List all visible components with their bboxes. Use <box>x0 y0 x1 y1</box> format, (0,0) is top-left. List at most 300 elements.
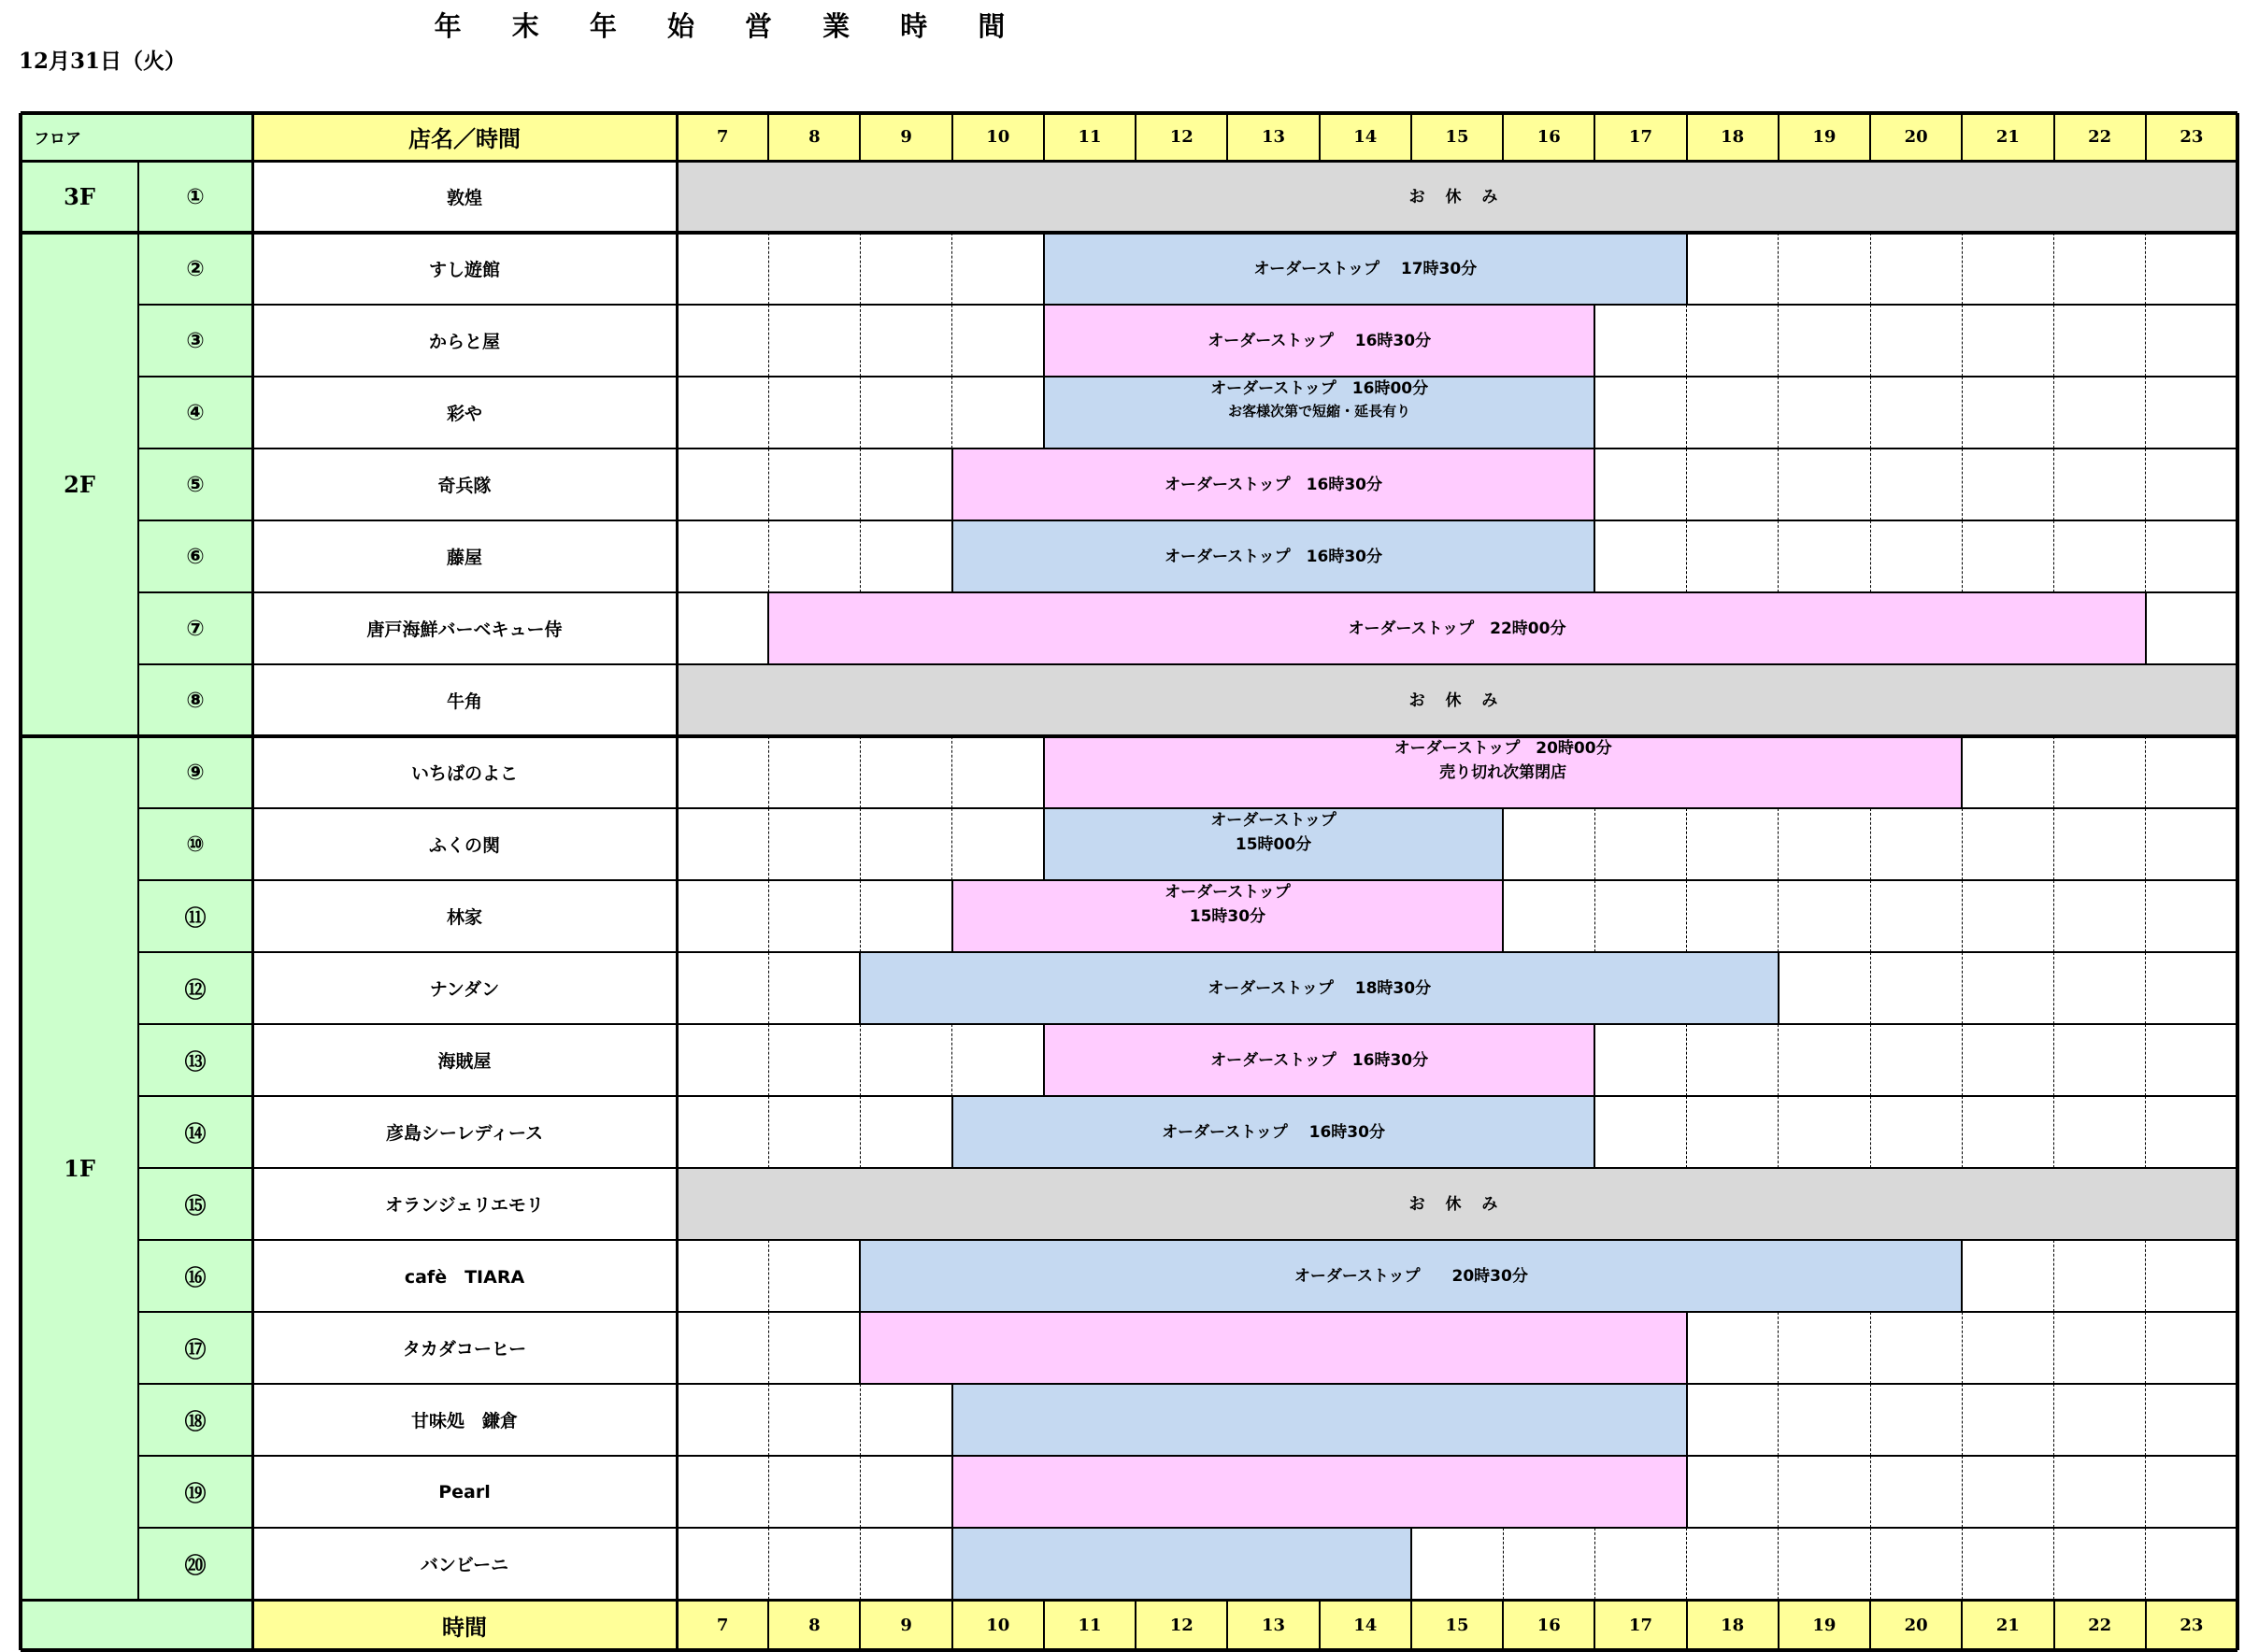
footer-hour-9: 9 <box>860 1600 951 1650</box>
open-hours-bar <box>952 1528 1411 1600</box>
grid-line <box>2145 1600 2147 1650</box>
store-number: ⑭ <box>138 1096 252 1168</box>
schedule-date: 12月31日（火） <box>19 49 187 74</box>
grid-line <box>1870 1384 1871 1456</box>
grid-line <box>1870 305 1871 377</box>
order-stop-label: オーダーストップ 18時30分 <box>1208 978 1432 998</box>
hour-header-17: 17 <box>1594 113 1686 161</box>
grid-line <box>1870 1312 1871 1384</box>
grid-line <box>2053 305 2054 377</box>
grid-line <box>1870 520 1871 592</box>
grid-line <box>2145 1384 2146 1456</box>
grid-line <box>1962 808 1963 880</box>
store-name: Pearl <box>252 1456 677 1528</box>
grid-line <box>860 233 861 305</box>
footer-hour-19: 19 <box>1779 1600 1870 1650</box>
grid-line <box>2053 113 2055 161</box>
floor-label-2F: 2F <box>21 233 138 736</box>
grid-line <box>1962 520 1963 592</box>
grid-line <box>1962 952 1963 1024</box>
grid-line <box>951 1600 953 1650</box>
grid-line <box>1410 1600 1412 1650</box>
grid-line <box>1043 736 1045 808</box>
open-hours-bar <box>1044 233 1687 305</box>
grid-line <box>1962 1456 1963 1528</box>
grid-line <box>251 113 254 1650</box>
grid-line <box>1962 1096 1963 1168</box>
store-name: からと屋 <box>252 305 677 377</box>
store-name: オランジェリエモリ <box>252 1168 677 1240</box>
grid-line <box>138 304 2237 306</box>
grid-line <box>21 111 2237 115</box>
grid-line <box>768 1384 769 1456</box>
grid-line <box>1870 377 1871 449</box>
grid-line <box>1686 1456 1688 1528</box>
hour-header-7: 7 <box>677 113 768 161</box>
grid-line <box>860 449 861 520</box>
store-name: 藤屋 <box>252 520 677 592</box>
floor-label-3F: 3F <box>21 161 138 233</box>
grid-line <box>1686 1024 1687 1096</box>
grid-line <box>1226 113 1228 161</box>
order-stop-label: オーダーストップ 20時30分 <box>1294 1266 1528 1286</box>
store-number: ⑧ <box>138 664 252 736</box>
grid-line <box>1594 449 1595 520</box>
grid-line <box>138 1383 2237 1385</box>
grid-line <box>2053 736 2054 808</box>
grid-line <box>768 1096 769 1168</box>
grid-line <box>860 736 861 808</box>
grid-line <box>1962 880 1963 952</box>
store-name: すし遊館 <box>252 233 677 305</box>
open-hours-bar <box>952 449 1595 520</box>
grid-line <box>951 520 953 592</box>
footer-hour-13: 13 <box>1227 1600 1319 1650</box>
store-number: ⑮ <box>138 1168 252 1240</box>
grid-line <box>2145 1312 2146 1384</box>
order-stop-label: オーダーストップ <box>1165 883 1291 902</box>
grid-line <box>138 520 2237 521</box>
note-label: 売り切れ次第閉店 <box>1439 763 1567 782</box>
grid-line <box>1135 113 1136 161</box>
hour-header-22: 22 <box>2054 113 2146 161</box>
footer-hour-21: 21 <box>1962 1600 2053 1650</box>
grid-line <box>768 1528 769 1600</box>
grid-line <box>21 231 2237 235</box>
hour-header-20: 20 <box>1870 113 1962 161</box>
order-stop-label: オーダーストップ 16時30分 <box>1162 1122 1385 1142</box>
grid-line <box>860 1096 861 1168</box>
hour-header-21: 21 <box>1962 113 2053 161</box>
grid-line <box>138 1167 2237 1169</box>
grid-line <box>1778 1096 1779 1168</box>
store-number: ⑯ <box>138 1240 252 1312</box>
order-stop-label: オーダーストップ 16時30分 <box>1210 1050 1429 1070</box>
open-hours-bar <box>860 1240 1962 1312</box>
hour-header-23: 23 <box>2146 113 2237 161</box>
grid-line <box>2145 952 2146 1024</box>
grid-line <box>1778 1456 1779 1528</box>
grid-line <box>1778 880 1779 952</box>
grid-line <box>138 951 2237 953</box>
footer-hour-18: 18 <box>1687 1600 1779 1650</box>
grid-line <box>138 1023 2237 1025</box>
grid-line <box>1502 1600 1504 1650</box>
store-number: ③ <box>138 305 252 377</box>
order-stop-label: オーダーストップ 16時30分 <box>1165 547 1382 566</box>
grid-line <box>1778 233 1779 305</box>
grid-line <box>1778 377 1779 449</box>
open-hours-bar <box>860 952 1778 1024</box>
grid-line <box>951 377 952 449</box>
order-stop-label: オーダーストップ 17時30分 <box>1253 259 1478 278</box>
grid-line <box>137 161 139 1600</box>
grid-line <box>951 113 953 161</box>
store-number: ① <box>138 161 252 233</box>
store-number: ⑱ <box>138 1384 252 1456</box>
footer-hour-15: 15 <box>1411 1600 1503 1650</box>
grid-line <box>2145 1528 2146 1600</box>
grid-line <box>1686 1384 1688 1456</box>
grid-line <box>1962 233 1963 305</box>
order-stop-label: オーダーストップ 22時00分 <box>1348 619 1566 638</box>
grid-line <box>1686 520 1687 592</box>
grid-line <box>768 520 769 592</box>
open-hours-bar <box>768 592 2146 664</box>
store-number: ⑤ <box>138 449 252 520</box>
grid-line <box>951 1528 953 1600</box>
grid-line <box>2145 1456 2146 1528</box>
closed-bar <box>677 664 2237 736</box>
grid-line <box>1962 449 1963 520</box>
grid-line <box>1962 305 1963 377</box>
grid-line <box>2053 1456 2054 1528</box>
grid-line <box>1962 1528 1963 1600</box>
grid-line <box>1778 1528 1779 1600</box>
note-label: 15時30分 <box>1189 907 1266 926</box>
store-number: ⑩ <box>138 808 252 880</box>
grid-line <box>1043 1600 1045 1650</box>
grid-line <box>1778 808 1779 880</box>
grid-line <box>1594 1600 1595 1650</box>
note-label: お客様次第で短縮・延長有り <box>1228 403 1411 420</box>
store-number: ⑫ <box>138 952 252 1024</box>
store-number: ⑬ <box>138 1024 252 1096</box>
store-name: 甘味処 鎌倉 <box>252 1384 677 1456</box>
grid-line <box>2145 1240 2146 1312</box>
grid-line <box>1594 520 1595 592</box>
grid-line <box>951 233 952 305</box>
grid-line <box>138 1527 2237 1529</box>
grid-line <box>2145 233 2146 305</box>
grid-line <box>860 1456 861 1528</box>
store-name: 奇兵隊 <box>252 449 677 520</box>
store-name: ふくの関 <box>252 808 677 880</box>
grid-line <box>1686 1528 1687 1600</box>
closed-bar <box>677 161 2237 233</box>
open-hours-bar <box>952 1384 1687 1456</box>
grid-line <box>1686 1096 1687 1168</box>
grid-line <box>767 113 769 161</box>
grid-line <box>768 808 769 880</box>
grid-line <box>860 880 861 952</box>
grid-line <box>1778 1312 1779 1384</box>
open-hours-bar <box>1044 808 1503 880</box>
open-hours-bar <box>1044 305 1594 377</box>
grid-line <box>860 808 861 880</box>
grid-line <box>1962 377 1963 449</box>
store-name-column-header: 店名／時間 <box>252 113 677 161</box>
note-label: 15時00分 <box>1235 835 1312 854</box>
store-number: ⑦ <box>138 592 252 664</box>
grid-line <box>1778 952 1779 1024</box>
grid-line <box>1686 808 1687 880</box>
grid-line <box>1778 520 1779 592</box>
grid-line <box>1686 305 1687 377</box>
open-hours-bar <box>860 1312 1686 1384</box>
grid-line <box>1319 1600 1321 1650</box>
grid-line <box>951 1384 953 1456</box>
grid-line <box>1870 1096 1871 1168</box>
grid-line <box>2053 377 2054 449</box>
footer-hour-12: 12 <box>1136 1600 1227 1650</box>
grid-line <box>1962 1024 1963 1096</box>
grid-line <box>1870 449 1871 520</box>
footer-hour-22: 22 <box>2054 1600 2146 1650</box>
footer-hour-23: 23 <box>2146 1600 2237 1650</box>
grid-line <box>860 305 861 377</box>
order-stop-label: オーダーストップ 16時30分 <box>1208 331 1432 350</box>
grid-line <box>1778 449 1779 520</box>
floor-column-header: フロア <box>21 113 252 161</box>
grid-line <box>768 880 769 952</box>
order-stop-label: お 休 み <box>1408 187 1506 206</box>
store-number: ⑥ <box>138 520 252 592</box>
grid-line <box>1962 1312 1963 1384</box>
grid-line <box>138 807 2237 809</box>
grid-line <box>1870 808 1871 880</box>
hour-header-13: 13 <box>1227 113 1319 161</box>
grid-line <box>138 376 2237 377</box>
footer-hour-7: 7 <box>677 1600 768 1650</box>
page-title: 年 末 年 始 営 業 時 間 <box>434 10 1026 42</box>
footer-hour-16: 16 <box>1503 1600 1594 1650</box>
store-name: cafè TIARA <box>252 1240 677 1312</box>
grid-line <box>2053 449 2054 520</box>
grid-line <box>138 448 2237 449</box>
store-number: ⑨ <box>138 736 252 808</box>
grid-line <box>1961 1240 1963 1312</box>
grid-line <box>138 1239 2237 1241</box>
grid-line <box>676 113 679 1650</box>
grid-line <box>2053 520 2054 592</box>
grid-line <box>19 113 22 1650</box>
grid-line <box>2053 808 2054 880</box>
grid-line <box>138 1311 2237 1313</box>
grid-line <box>138 1095 2237 1097</box>
grid-line <box>21 160 2237 163</box>
store-name: 彦島シーレディース <box>252 1096 677 1168</box>
grid-line <box>2053 233 2054 305</box>
grid-line <box>2145 736 2146 808</box>
order-stop-label: オーダーストップ 20時00分 <box>1394 739 1612 758</box>
footer-hour-8: 8 <box>768 1600 860 1650</box>
grid-line <box>2145 520 2146 592</box>
store-name: ナンダン <box>252 952 677 1024</box>
grid-line <box>768 1240 769 1312</box>
store-name: 海賊屋 <box>252 1024 677 1096</box>
grid-line <box>2145 113 2147 161</box>
grid-line <box>951 1096 953 1168</box>
order-stop-label: オーダーストップ <box>1210 811 1336 830</box>
grid-line <box>1870 1456 1871 1528</box>
footer-floor-cell <box>21 1600 252 1650</box>
grid-line <box>768 1456 769 1528</box>
order-stop-label: オーダーストップ 16時00分 <box>1210 379 1429 398</box>
grid-line <box>1686 1312 1688 1384</box>
hour-header-14: 14 <box>1320 113 1411 161</box>
grid-line <box>1410 1528 1412 1600</box>
grid-line <box>860 1024 861 1096</box>
grid-line <box>951 1456 953 1528</box>
footer-hour-17: 17 <box>1594 1600 1686 1650</box>
grid-line <box>1502 113 1504 161</box>
store-number: ⑳ <box>138 1528 252 1600</box>
store-name: いちばのよこ <box>252 736 677 808</box>
store-number: ④ <box>138 377 252 449</box>
grid-line <box>951 449 953 520</box>
hour-header-10: 10 <box>952 113 1044 161</box>
grid-line <box>951 736 952 808</box>
hour-header-19: 19 <box>1779 113 1870 161</box>
grid-line <box>1778 1600 1779 1650</box>
grid-line <box>138 879 2237 881</box>
grid-line <box>21 1648 2237 1652</box>
grid-line <box>859 952 861 1024</box>
hour-header-16: 16 <box>1503 113 1594 161</box>
grid-line <box>860 377 861 449</box>
grid-line <box>859 113 861 161</box>
grid-line <box>21 1599 2237 1602</box>
grid-line <box>2053 1528 2054 1600</box>
grid-line <box>1778 305 1779 377</box>
grid-line <box>1043 808 1045 880</box>
grid-line <box>1778 1024 1779 1096</box>
closed-bar <box>677 1168 2237 1240</box>
order-stop-label: お 休 み <box>1408 691 1506 710</box>
grid-line <box>1961 1600 1963 1650</box>
grid-line <box>951 880 953 952</box>
order-stop-label: オーダーストップ 16時30分 <box>1165 475 1382 494</box>
grid-line <box>1870 233 1871 305</box>
grid-line <box>767 1600 769 1650</box>
open-hours-bar <box>952 1456 1687 1528</box>
grid-line <box>1594 1096 1595 1168</box>
footer-hour-20: 20 <box>1870 1600 1962 1650</box>
grid-line <box>1594 113 1595 161</box>
open-hours-bar <box>952 520 1595 592</box>
hour-header-15: 15 <box>1411 113 1503 161</box>
store-number: ⑲ <box>138 1456 252 1528</box>
grid-line <box>1594 377 1595 449</box>
store-number: ⑰ <box>138 1312 252 1384</box>
grid-line <box>768 952 769 1024</box>
hour-header-12: 12 <box>1136 113 1227 161</box>
grid-line <box>1594 1528 1595 1600</box>
grid-line <box>1594 305 1595 377</box>
grid-line <box>1319 113 1321 161</box>
open-hours-bar <box>1044 736 1962 808</box>
grid-line <box>1135 1600 1136 1650</box>
grid-line <box>21 734 2237 738</box>
grid-line <box>1870 880 1871 952</box>
hour-header-18: 18 <box>1687 113 1779 161</box>
floor-label-1F: 1F <box>21 736 138 1600</box>
grid-line <box>768 736 769 808</box>
grid-line <box>2145 1024 2146 1096</box>
store-name: 唐戸海鮮バーベキュー侍 <box>252 592 677 664</box>
footer-hour-14: 14 <box>1320 1600 1411 1650</box>
grid-line <box>1043 233 1045 305</box>
grid-line <box>768 1312 769 1384</box>
store-number: ② <box>138 233 252 305</box>
grid-line <box>860 1384 861 1456</box>
grid-line <box>768 305 769 377</box>
grid-line <box>2145 1096 2146 1168</box>
grid-line <box>1962 1384 1963 1456</box>
grid-line <box>860 1528 861 1600</box>
grid-line <box>1502 880 1504 952</box>
grid-line <box>859 1240 861 1312</box>
grid-line <box>1043 305 1045 377</box>
grid-line <box>1961 736 1963 808</box>
store-name: 彩や <box>252 377 677 449</box>
grid-line <box>1043 113 1045 161</box>
footer-hour-11: 11 <box>1044 1600 1136 1650</box>
grid-line <box>2053 1600 2055 1650</box>
grid-line <box>1594 1024 1595 1096</box>
grid-line <box>860 520 861 592</box>
grid-line <box>2145 377 2146 449</box>
grid-line <box>1043 1024 1045 1096</box>
order-stop-label: お 休 み <box>1408 1194 1506 1214</box>
grid-line <box>1869 1600 1871 1650</box>
grid-line <box>1778 113 1779 161</box>
grid-line <box>2053 952 2054 1024</box>
grid-line <box>1410 113 1412 161</box>
store-name: 牛角 <box>252 664 677 736</box>
store-name: 林家 <box>252 880 677 952</box>
grid-line <box>1043 377 1045 449</box>
open-hours-bar <box>952 880 1503 952</box>
grid-line <box>2145 305 2146 377</box>
store-number: ⑪ <box>138 880 252 952</box>
grid-line <box>1961 113 1963 161</box>
grid-line <box>2053 1024 2054 1096</box>
store-name: バンビーニ <box>252 1528 677 1600</box>
grid-line <box>2053 1240 2054 1312</box>
footer-hour-10: 10 <box>952 1600 1044 1650</box>
grid-line <box>951 305 952 377</box>
grid-line <box>2145 449 2146 520</box>
grid-line <box>1869 113 1871 161</box>
grid-line <box>1686 233 1688 305</box>
grid-line <box>951 808 952 880</box>
grid-line <box>1226 1600 1228 1650</box>
grid-line <box>768 1024 769 1096</box>
grid-line <box>1686 1600 1688 1650</box>
grid-line <box>1870 1528 1871 1600</box>
